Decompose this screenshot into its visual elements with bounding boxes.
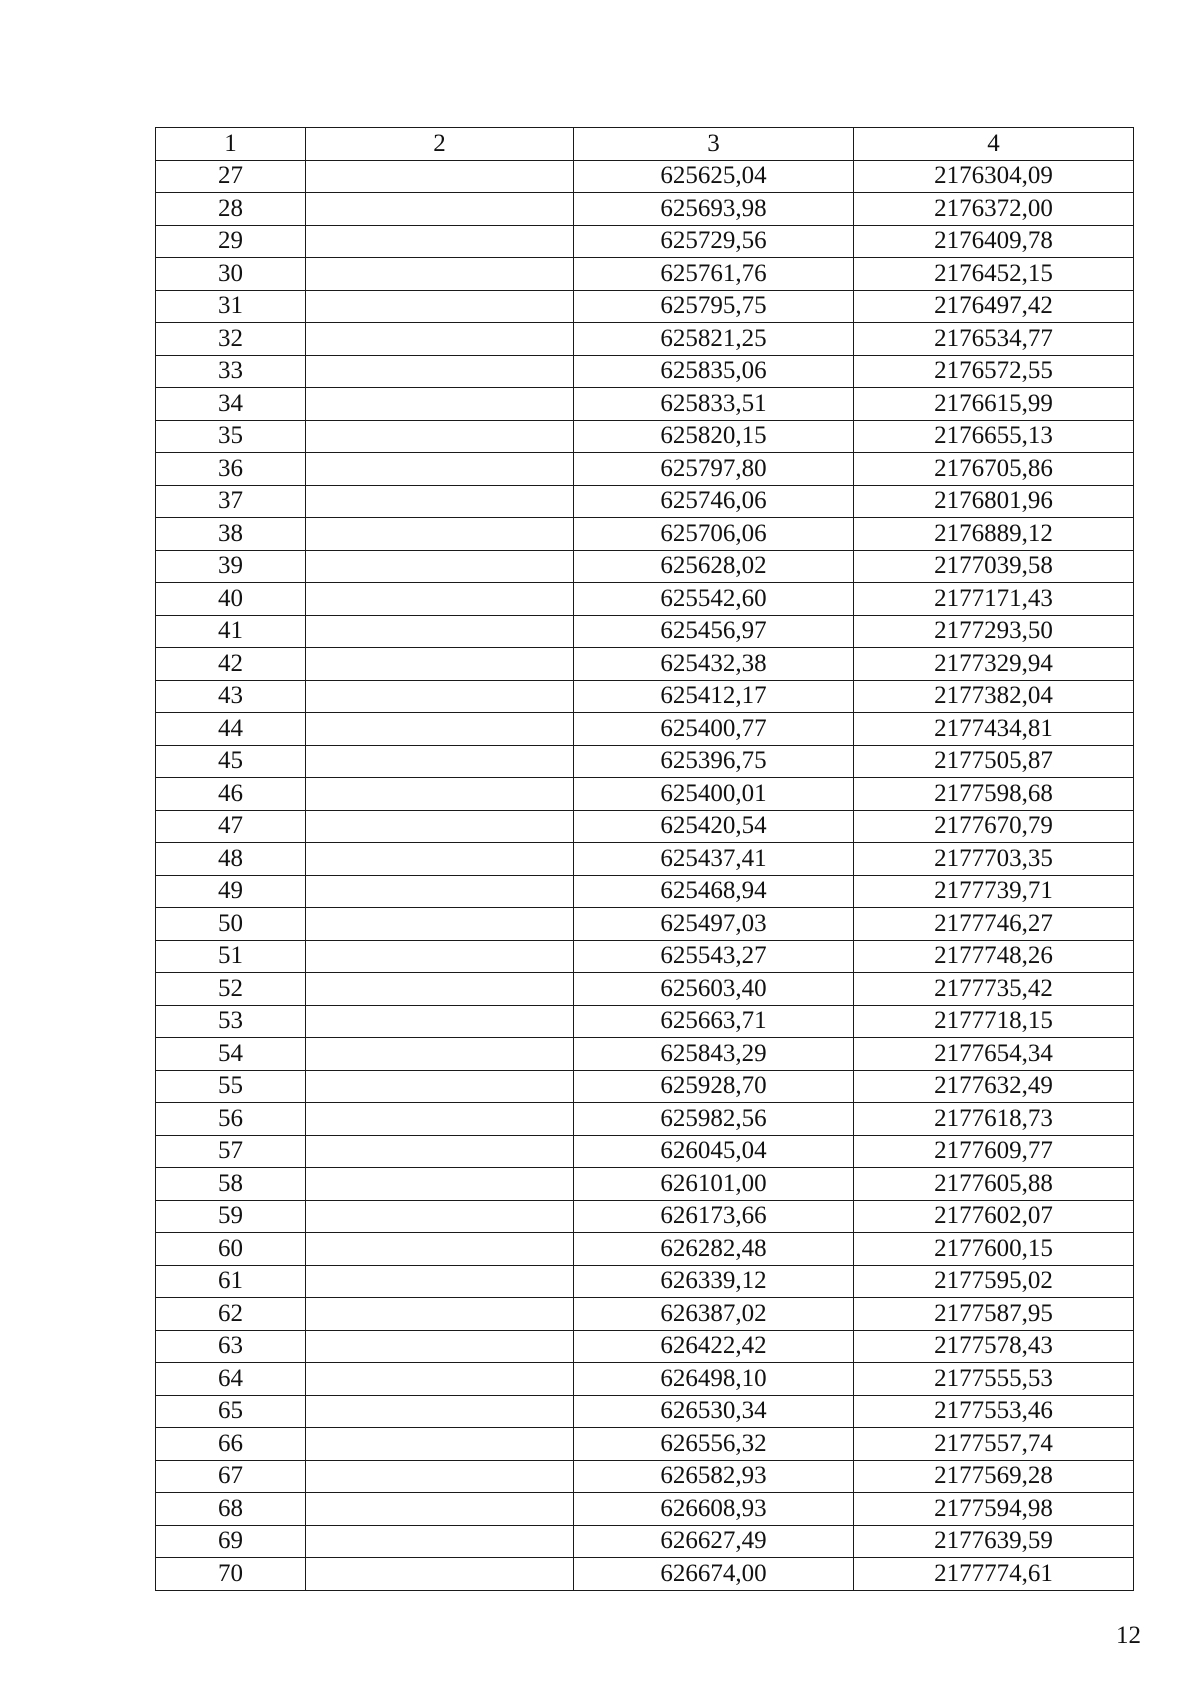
name-cell [306, 583, 574, 616]
point-number-cell: 66 [156, 1428, 306, 1461]
table-row [156, 1005, 1134, 1038]
table-row [156, 1395, 1134, 1428]
table-row [156, 1135, 1134, 1168]
name-cell [306, 550, 574, 583]
table-row [156, 453, 1134, 486]
point-number-cell: 48 [156, 843, 306, 876]
point-number-cell: 61 [156, 1265, 306, 1298]
y-coordinate-cell: 2177748,26 [854, 940, 1134, 973]
name-cell [306, 1428, 574, 1461]
y-coordinate-cell: 2177569,28 [854, 1460, 1134, 1493]
y-coordinate-cell: 2176304,09 [854, 160, 1134, 193]
point-number-cell: 52 [156, 973, 306, 1006]
name-cell [306, 680, 574, 713]
point-number-cell: 64 [156, 1363, 306, 1396]
x-coordinate-cell: 625628,02 [574, 550, 854, 583]
x-coordinate-cell: 626422,42 [574, 1330, 854, 1363]
point-number-cell: 60 [156, 1233, 306, 1266]
table-row [156, 778, 1134, 811]
table-row [156, 875, 1134, 908]
name-cell [306, 1265, 574, 1298]
y-coordinate-cell: 2176572,55 [854, 355, 1134, 388]
name-cell [306, 1135, 574, 1168]
table-row [156, 680, 1134, 713]
point-number-cell: 29 [156, 225, 306, 258]
point-number-cell: 62 [156, 1298, 306, 1331]
y-coordinate-cell: 2176409,78 [854, 225, 1134, 258]
name-cell [306, 940, 574, 973]
x-coordinate-cell: 625821,25 [574, 323, 854, 356]
name-cell [306, 745, 574, 778]
point-number-cell: 56 [156, 1103, 306, 1136]
y-coordinate-cell: 2177594,98 [854, 1493, 1134, 1526]
coordinates-table-container [155, 127, 1133, 1591]
y-coordinate-cell: 2177746,27 [854, 908, 1134, 941]
table-row [156, 1525, 1134, 1558]
name-cell [306, 1363, 574, 1396]
name-cell [306, 1395, 574, 1428]
name-cell [306, 1330, 574, 1363]
point-number-cell: 50 [156, 908, 306, 941]
table-row [156, 713, 1134, 746]
name-cell [306, 843, 574, 876]
table-row [156, 1428, 1134, 1461]
x-coordinate-cell: 625693,98 [574, 193, 854, 226]
y-coordinate-cell: 2176889,12 [854, 518, 1134, 551]
table-row [156, 908, 1134, 941]
table-row [156, 1233, 1134, 1266]
table-row [156, 1363, 1134, 1396]
point-number-cell: 59 [156, 1200, 306, 1233]
x-coordinate-cell: 625761,76 [574, 258, 854, 291]
name-cell [306, 1168, 574, 1201]
x-coordinate-cell: 626582,93 [574, 1460, 854, 1493]
x-coordinate-cell: 625795,75 [574, 290, 854, 323]
y-coordinate-cell: 2177171,43 [854, 583, 1134, 616]
name-cell [306, 225, 574, 258]
x-coordinate-cell: 625412,17 [574, 680, 854, 713]
x-coordinate-cell: 625400,01 [574, 778, 854, 811]
name-cell [306, 648, 574, 681]
y-coordinate-cell: 2177632,49 [854, 1070, 1134, 1103]
name-cell [306, 1005, 574, 1038]
x-coordinate-cell: 626173,66 [574, 1200, 854, 1233]
point-number-cell: 27 [156, 160, 306, 193]
x-coordinate-cell: 625396,75 [574, 745, 854, 778]
y-coordinate-cell: 2176705,86 [854, 453, 1134, 486]
y-coordinate-cell: 2176372,00 [854, 193, 1134, 226]
point-number-cell: 36 [156, 453, 306, 486]
table-row [156, 583, 1134, 616]
y-coordinate-cell: 2177293,50 [854, 615, 1134, 648]
table-row [156, 258, 1134, 291]
point-number-cell: 53 [156, 1005, 306, 1038]
y-coordinate-cell: 2177553,46 [854, 1395, 1134, 1428]
y-coordinate-cell: 2177735,42 [854, 973, 1134, 1006]
name-cell [306, 1298, 574, 1331]
x-coordinate-cell: 625432,38 [574, 648, 854, 681]
x-coordinate-cell: 625663,71 [574, 1005, 854, 1038]
point-number-cell: 65 [156, 1395, 306, 1428]
table-body [156, 128, 1134, 1591]
table-row [156, 1200, 1134, 1233]
name-cell [306, 1038, 574, 1071]
point-number-cell: 31 [156, 290, 306, 323]
x-coordinate-cell: 625928,70 [574, 1070, 854, 1103]
y-coordinate-cell: 2176534,77 [854, 323, 1134, 356]
table-row [156, 323, 1134, 356]
column-header: 1 [156, 128, 306, 161]
table-row [156, 1038, 1134, 1071]
y-coordinate-cell: 2177329,94 [854, 648, 1134, 681]
y-coordinate-cell: 2176801,96 [854, 485, 1134, 518]
y-coordinate-cell: 2177654,34 [854, 1038, 1134, 1071]
point-number-cell: 40 [156, 583, 306, 616]
y-coordinate-cell: 2176655,13 [854, 420, 1134, 453]
point-number-cell: 51 [156, 940, 306, 973]
y-coordinate-cell: 2177618,73 [854, 1103, 1134, 1136]
name-cell [306, 193, 574, 226]
x-coordinate-cell: 626045,04 [574, 1135, 854, 1168]
point-number-cell: 37 [156, 485, 306, 518]
x-coordinate-cell: 625706,06 [574, 518, 854, 551]
name-cell [306, 290, 574, 323]
x-coordinate-cell: 626674,00 [574, 1558, 854, 1591]
table-row [156, 1493, 1134, 1526]
name-cell [306, 1493, 574, 1526]
point-number-cell: 63 [156, 1330, 306, 1363]
point-number-cell: 57 [156, 1135, 306, 1168]
point-number-cell: 68 [156, 1493, 306, 1526]
x-coordinate-cell: 625400,77 [574, 713, 854, 746]
y-coordinate-cell: 2177639,59 [854, 1525, 1134, 1558]
name-cell [306, 1200, 574, 1233]
table-row [156, 518, 1134, 551]
table-row [156, 615, 1134, 648]
y-coordinate-cell: 2177382,04 [854, 680, 1134, 713]
table-row [156, 485, 1134, 518]
column-header: 3 [574, 128, 854, 161]
table-row [156, 1103, 1134, 1136]
point-number-cell: 49 [156, 875, 306, 908]
table-row [156, 973, 1134, 1006]
point-number-cell: 41 [156, 615, 306, 648]
table-row [156, 1460, 1134, 1493]
y-coordinate-cell: 2177039,58 [854, 550, 1134, 583]
table-row [156, 160, 1134, 193]
x-coordinate-cell: 625625,04 [574, 160, 854, 193]
name-cell [306, 908, 574, 941]
point-number-cell: 44 [156, 713, 306, 746]
x-coordinate-cell: 625456,97 [574, 615, 854, 648]
point-number-cell: 46 [156, 778, 306, 811]
point-number-cell: 32 [156, 323, 306, 356]
x-coordinate-cell: 626627,49 [574, 1525, 854, 1558]
name-cell [306, 160, 574, 193]
x-coordinate-cell: 625797,80 [574, 453, 854, 486]
point-number-cell: 34 [156, 388, 306, 421]
point-number-cell: 58 [156, 1168, 306, 1201]
name-cell [306, 973, 574, 1006]
column-header: 2 [306, 128, 574, 161]
name-cell [306, 1460, 574, 1493]
point-number-cell: 42 [156, 648, 306, 681]
point-number-cell: 38 [156, 518, 306, 551]
x-coordinate-cell: 626530,34 [574, 1395, 854, 1428]
x-coordinate-cell: 625835,06 [574, 355, 854, 388]
table-row [156, 940, 1134, 973]
x-coordinate-cell: 625468,94 [574, 875, 854, 908]
name-cell [306, 355, 574, 388]
y-coordinate-cell: 2177555,53 [854, 1363, 1134, 1396]
x-coordinate-cell: 625603,40 [574, 973, 854, 1006]
x-coordinate-cell: 625843,29 [574, 1038, 854, 1071]
point-number-cell: 47 [156, 810, 306, 843]
table-row [156, 648, 1134, 681]
name-cell [306, 518, 574, 551]
name-cell [306, 875, 574, 908]
name-cell [306, 258, 574, 291]
x-coordinate-cell: 626498,10 [574, 1363, 854, 1396]
table-row [156, 1168, 1134, 1201]
name-cell [306, 1233, 574, 1266]
table-row [156, 745, 1134, 778]
y-coordinate-cell: 2177609,77 [854, 1135, 1134, 1168]
x-coordinate-cell: 625497,03 [574, 908, 854, 941]
point-number-cell: 35 [156, 420, 306, 453]
table-row [156, 550, 1134, 583]
y-coordinate-cell: 2177602,07 [854, 1200, 1134, 1233]
y-coordinate-cell: 2177718,15 [854, 1005, 1134, 1038]
name-cell [306, 1070, 574, 1103]
table-row [156, 810, 1134, 843]
x-coordinate-cell: 626608,93 [574, 1493, 854, 1526]
table-row [156, 225, 1134, 258]
x-coordinate-cell: 625833,51 [574, 388, 854, 421]
x-coordinate-cell: 626339,12 [574, 1265, 854, 1298]
point-number-cell: 30 [156, 258, 306, 291]
table-row [156, 290, 1134, 323]
name-cell [306, 420, 574, 453]
name-cell [306, 713, 574, 746]
y-coordinate-cell: 2177578,43 [854, 1330, 1134, 1363]
y-coordinate-cell: 2176615,99 [854, 388, 1134, 421]
y-coordinate-cell: 2177670,79 [854, 810, 1134, 843]
name-cell [306, 1103, 574, 1136]
coordinates-table [155, 127, 1134, 1591]
x-coordinate-cell: 625543,27 [574, 940, 854, 973]
y-coordinate-cell: 2177703,35 [854, 843, 1134, 876]
x-coordinate-cell: 626101,00 [574, 1168, 854, 1201]
name-cell [306, 615, 574, 648]
table-row [156, 1070, 1134, 1103]
x-coordinate-cell: 625542,60 [574, 583, 854, 616]
name-cell [306, 323, 574, 356]
y-coordinate-cell: 2177739,71 [854, 875, 1134, 908]
y-coordinate-cell: 2177605,88 [854, 1168, 1134, 1201]
table-row [156, 355, 1134, 388]
point-number-cell: 45 [156, 745, 306, 778]
y-coordinate-cell: 2177505,87 [854, 745, 1134, 778]
y-coordinate-cell: 2177595,02 [854, 1265, 1134, 1298]
y-coordinate-cell: 2177587,95 [854, 1298, 1134, 1331]
table-header-row [156, 128, 1134, 161]
y-coordinate-cell: 2177557,74 [854, 1428, 1134, 1461]
page-number: 12 [1116, 1622, 1141, 1649]
x-coordinate-cell: 626282,48 [574, 1233, 854, 1266]
x-coordinate-cell: 625982,56 [574, 1103, 854, 1136]
point-number-cell: 33 [156, 355, 306, 388]
point-number-cell: 67 [156, 1460, 306, 1493]
table-row [156, 420, 1134, 453]
y-coordinate-cell: 2177434,81 [854, 713, 1134, 746]
x-coordinate-cell: 626387,02 [574, 1298, 854, 1331]
point-number-cell: 70 [156, 1558, 306, 1591]
y-coordinate-cell: 2176452,15 [854, 258, 1134, 291]
point-number-cell: 54 [156, 1038, 306, 1071]
name-cell [306, 453, 574, 486]
y-coordinate-cell: 2177598,68 [854, 778, 1134, 811]
table-row [156, 1558, 1134, 1591]
table-row [156, 388, 1134, 421]
x-coordinate-cell: 625729,56 [574, 225, 854, 258]
x-coordinate-cell: 625420,54 [574, 810, 854, 843]
x-coordinate-cell: 625746,06 [574, 485, 854, 518]
table-row [156, 1265, 1134, 1298]
table-row [156, 843, 1134, 876]
table-row [156, 1330, 1134, 1363]
x-coordinate-cell: 625437,41 [574, 843, 854, 876]
point-number-cell: 55 [156, 1070, 306, 1103]
name-cell [306, 1558, 574, 1591]
name-cell [306, 778, 574, 811]
y-coordinate-cell: 2177600,15 [854, 1233, 1134, 1266]
x-coordinate-cell: 626556,32 [574, 1428, 854, 1461]
y-coordinate-cell: 2176497,42 [854, 290, 1134, 323]
y-coordinate-cell: 2177774,61 [854, 1558, 1134, 1591]
column-header: 4 [854, 128, 1134, 161]
table-row [156, 1298, 1134, 1331]
name-cell [306, 810, 574, 843]
name-cell [306, 388, 574, 421]
table-row [156, 193, 1134, 226]
point-number-cell: 43 [156, 680, 306, 713]
point-number-cell: 69 [156, 1525, 306, 1558]
name-cell [306, 485, 574, 518]
name-cell [306, 1525, 574, 1558]
point-number-cell: 28 [156, 193, 306, 226]
x-coordinate-cell: 625820,15 [574, 420, 854, 453]
point-number-cell: 39 [156, 550, 306, 583]
